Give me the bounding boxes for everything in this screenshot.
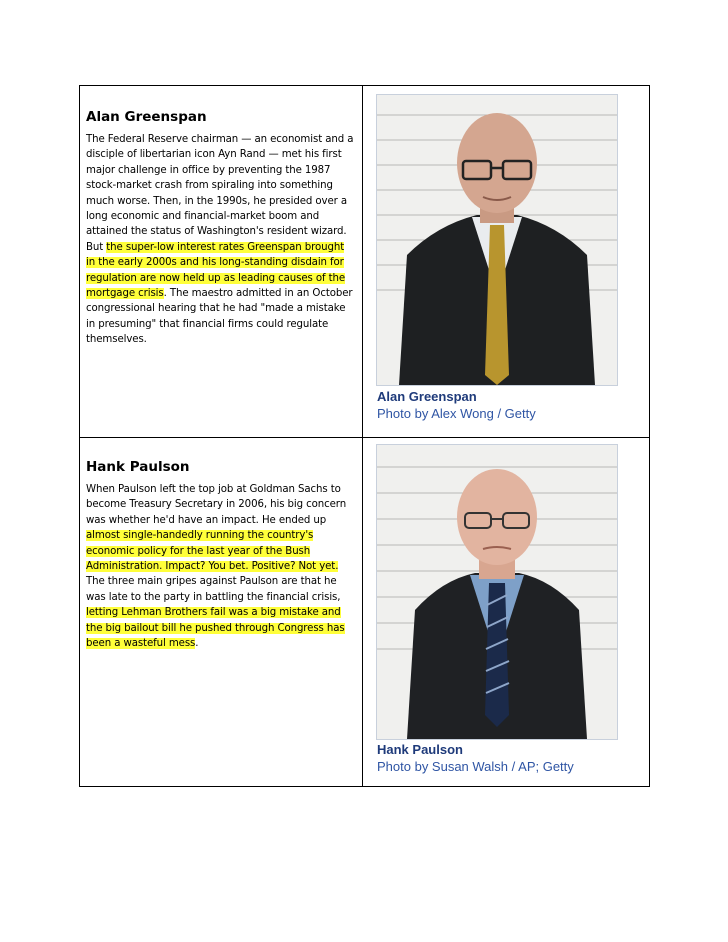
paulson-text-part-1: When Paulson left the top job at Goldman Sachs to become Treasury Secretary in 2006, his big concern was whether he'd have an impact. He ended up [86, 484, 347, 526]
paulson-text-cell [86, 458, 356, 651]
paulson-heading: Hank Paulson [86, 459, 190, 475]
greenspan-caption-credit: Photo by Alex Wong / Getty [377, 406, 536, 421]
paulson-highlight-1: almost single-handedly running the country's economic policy for the last year of the Bush Administration. Impact? You bet. Positive? Not yet. [86, 530, 339, 573]
paulson-text-part-3: . [195, 638, 199, 650]
greenspan-caption-name: Alan Greenspan [377, 389, 477, 404]
paulson-description [86, 482, 356, 651]
row-divider [80, 437, 649, 438]
greenspan-text-part-2: . The maestro admitted in an October congressional hearing that he had "made a mistake in presuming" that financial firms could regulate themselves. [86, 288, 353, 346]
paulson-text-part-2: The three main gripes against Paulson are that he was late to the party in battling the financial crisis, [86, 576, 341, 603]
greenspan-heading: Alan Greenspan [86, 109, 207, 125]
greenspan-text-part-1: The Federal Reserve chairman — an economist and a disciple of libertarian icon Ayn Rand — met his first major challenge in office by preventing the 1987 stock-market crash from spiraling into something much worse. Then, in the 1990s, he presided over a long economic and financial-market boom and attained the status of Washington's resident wizard. But [86, 134, 354, 253]
document-table [79, 85, 650, 787]
paulson-photo [376, 444, 618, 740]
greenspan-text-cell [86, 108, 356, 348]
paulson-caption-name: Hank Paulson [377, 742, 463, 757]
greenspan-photo [376, 94, 618, 386]
paulson-highlight-2: letting Lehman Brothers fail was a big mistake and the big bailout bill he pushed through Congress has been a wasteful mess [86, 607, 345, 650]
greenspan-highlight: the super-low interest rates Greenspan brought in the early 2000s and his long-standing disdain for regulation are now held up as leading causes of the mortgage crisis [86, 241, 346, 300]
paulson-caption-credit: Photo by Susan Walsh / AP; Getty [377, 759, 574, 774]
greenspan-description [86, 132, 356, 348]
column-divider [362, 86, 363, 786]
